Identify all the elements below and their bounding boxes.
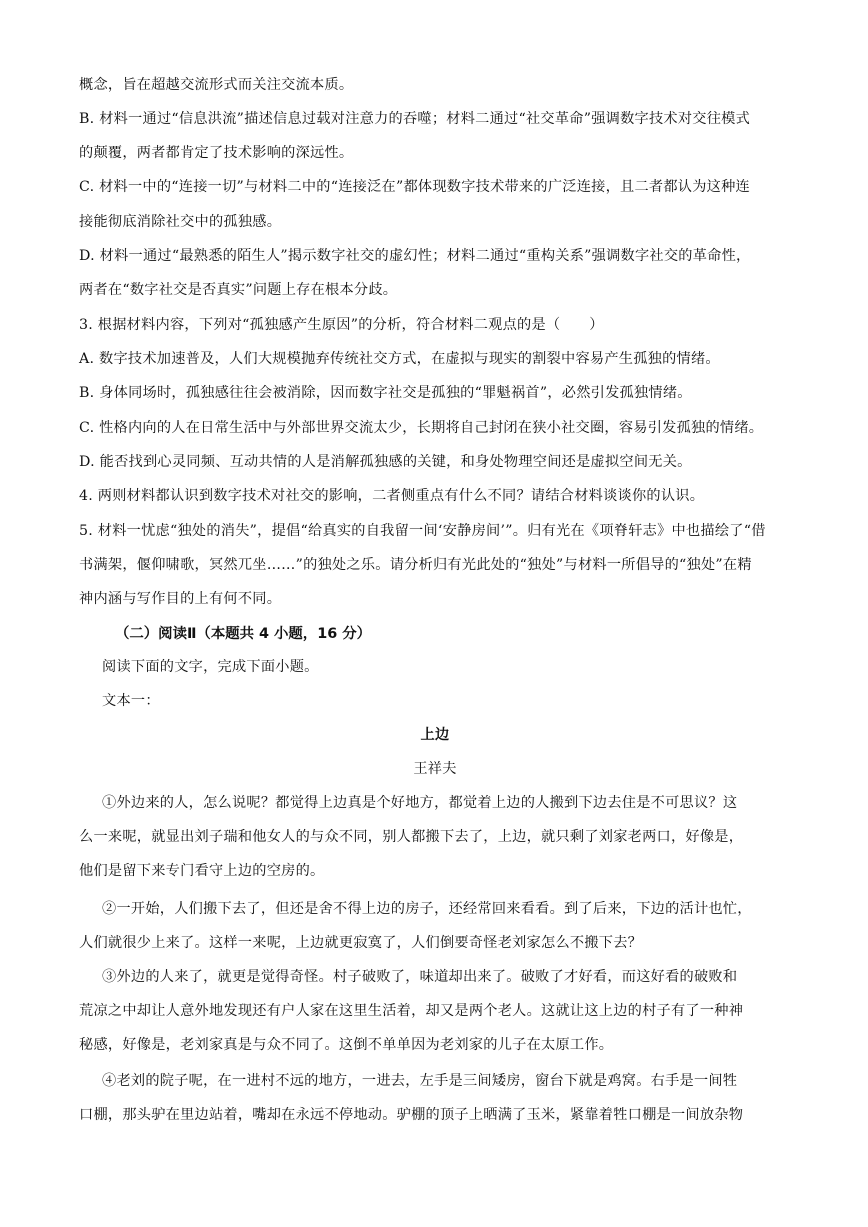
option-b-line-2: 的颠覆，两者都肯定了技术影响的深远性。: [79, 145, 354, 161]
question-5-line-1: 5. 材料一忧虑“独处的消失”，提倡“给真实的自我留一间‘安静房间’”。归有光在《项脊轩志》中也描绘了“借: [79, 523, 766, 539]
story-paragraph-line: 荒凉之中却让人意外地发现还有户人家在这里生活着，却又是两个老人。这就让这上边的村子有了一种神: [79, 1003, 744, 1019]
story-paragraph-line: 么一来呢，就显出刘子瑞和他女人的与众不同，别人都搬下去了，上边，就只剩了刘家老两口，好像是，: [79, 829, 744, 845]
story-paragraph-line: 人们就很少上来了。这样一来呢，上边就更寂寞了，人们倒要奇怪老刘家怎么不搬下去？: [79, 935, 643, 951]
instruction: 阅读下面的文字，完成下面小题。: [102, 659, 319, 675]
story-author: 王祥夫: [413, 761, 457, 777]
q3-option-a: A. 数字技术加速普及，人们大规模抛弃传统社交方式，在虚拟与现实的割裂中容易产生孤独的情绪。: [79, 351, 720, 367]
story-paragraph-line: 他们是留下来专门看守上边的空房的。: [79, 863, 325, 879]
option-d-line-2: 两者在“数字社交是否真实”问题上存在根本分歧。: [79, 282, 398, 298]
story-paragraph-line: ①外边来的人，怎么说呢？都觉得上边真是个好地方，都觉着上边的人搬到下边去住是不可思议？这: [102, 795, 738, 811]
story-paragraph-line: ③外边的人来了，就更是觉得奇怪。村子破败了，味道却出来了。破败了才好看，而这好看的破败和: [102, 969, 738, 985]
question-3: 3. 根据材料内容，下列对“孤独感产生原因”的分析，符合材料二观点的是（ ）: [79, 317, 604, 333]
option-c-line-2: 接能彻底消除社交中的孤独感。: [79, 214, 282, 230]
q3-option-d: D. 能否找到心灵同频、互动共情的人是消解孤独感的关键，和身处物理空间还是虚拟空间无关。: [79, 454, 692, 470]
text-line: 概念，旨在超越交流形式而关注交流本质。: [79, 77, 354, 93]
story-paragraph-line: 秘感，好像是，老刘家真是与众不同了。这倒不单单因为老刘家的儿子在太原工作。: [79, 1037, 614, 1053]
option-d-line-1: D. 材料一通过“最熟悉的陌生人”揭示数字社交的虚幻性；材料二通过“重构关系”强调数字社交的革命性，: [79, 248, 751, 264]
q3-option-b: B. 身体同场时，孤独感往往会被消除，因而数字社交是孤独的“罪魁祸首”，必然引发孤独情绪。: [79, 385, 692, 401]
story-paragraph-line: ④老刘的院子呢，在一进村不远的地方，一进去，左手是三间矮房，窗台下就是鸡窝。右手是一间牲: [102, 1073, 738, 1089]
question-4: 4. 两则材料都认识到数字技术对社交的影响，二者侧重点有什么不同？请结合材料谈谈你的认识。: [79, 488, 705, 504]
option-c-line-1: C. 材料一中的“连接一切”与材料二中的“连接泛在”都体现数字技术带来的广泛连接，且二者都认为这种连: [79, 179, 750, 195]
section-title: （二）阅读Ⅱ（本题共 4 小题，16 分）: [115, 626, 372, 642]
question-5-line-2: 书满架，偃仰啸歌，冥然兀坐……”的独处之乐。请分析归有光此处的“独处”与材料一所倡导的“独处”在精: [79, 557, 752, 573]
question-5-line-3: 神内涵与写作目的上有何不同。: [79, 591, 282, 607]
q3-option-c: C. 性格内向的人在日常生活中与外部世界交流太少，长期将自己封闭在狭小社交圈，容易引发孤独的情绪。: [79, 420, 764, 436]
story-title: 上边: [420, 727, 450, 743]
text-label: 文本一：: [102, 693, 160, 709]
option-b-line-1: B. 材料一通过“信息洪流”描述信息过载对注意力的吞噬；材料二通过“社交革命”强调数字技术对交往模式: [79, 111, 751, 127]
story-paragraph-line: 口棚，那头驴在里边站着，嘴却在永远不停地动。驴棚的顶子上晒满了玉米，紧靠着牲口棚是一间放杂物: [79, 1107, 744, 1123]
story-paragraph-line: ②一开始，人们搬下去了，但还是舍不得上边的房子，还经常回来看看。到了后来，下边的活计也忙，: [102, 901, 752, 917]
